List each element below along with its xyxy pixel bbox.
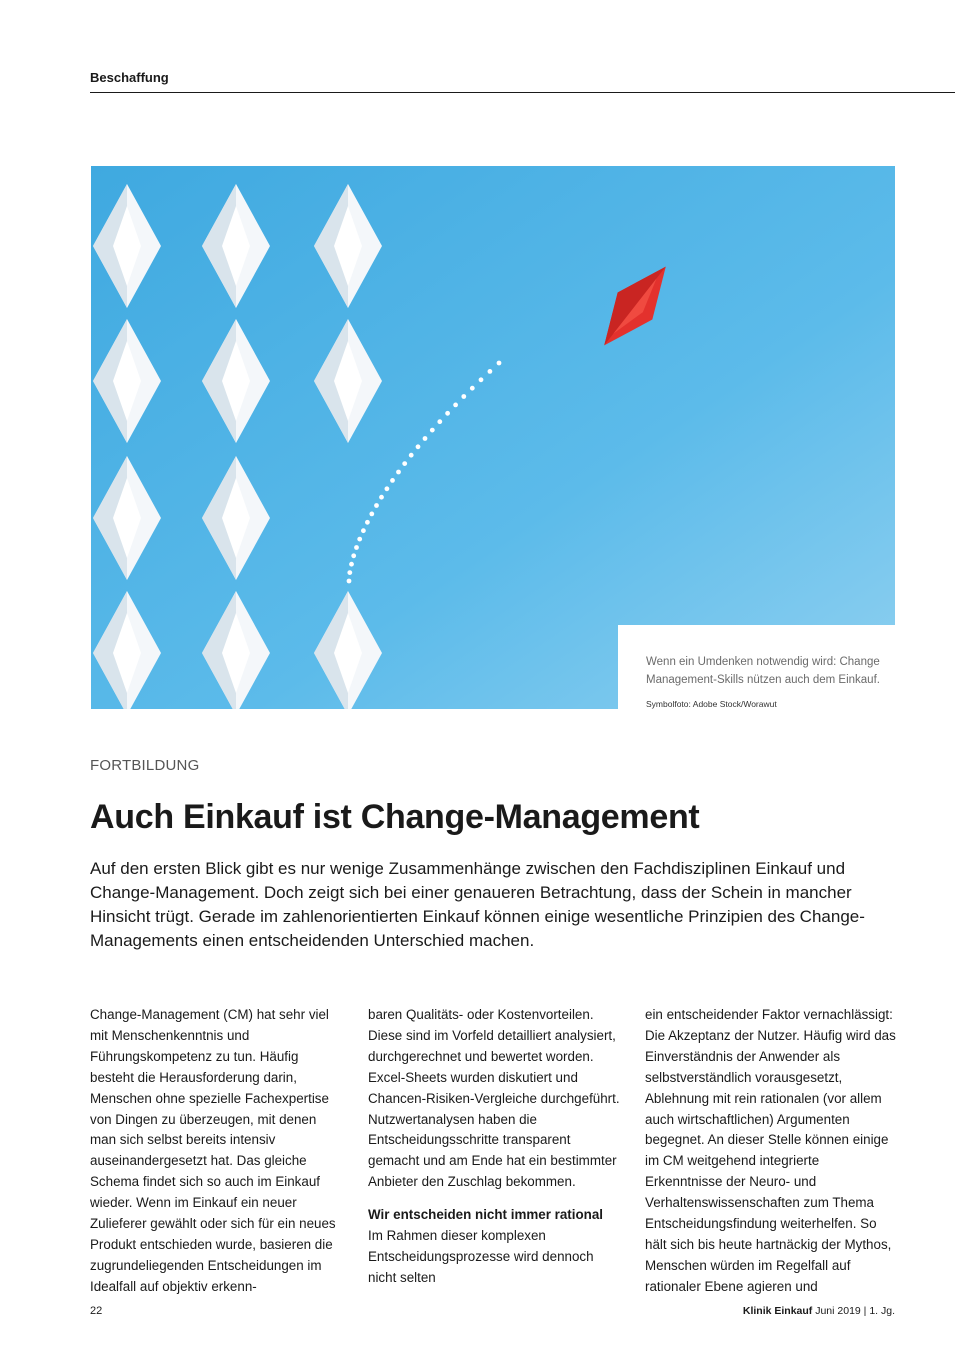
- trail-dot: [470, 386, 475, 391]
- trail-dot: [357, 537, 362, 542]
- trail-dot: [369, 512, 374, 517]
- article-lead: Auf den ersten Blick gibt es nur wenige Zusammenhänge zwischen den Fachdisziplinen Einkauf und Change-Management. Doch zeigt sich bei einer genaueren Betrachtung, dass der Schein in mancher Hinsicht trügt. Gerade im zahlenorientierten Einkauf können einige wesentliche Prinzipien des Change-Managements einen entscheidenden Unterschied machen.: [90, 859, 865, 950]
- trail-dot: [385, 486, 390, 491]
- paragraph: Change-Management (CM) hat sehr viel mit Menschenkenntnis und Führungskompetenz zu tun. Häufig besteht die Herausforderung darin, Menschen ohne spezielle Fachexpertise von Dingen zu überzeugen, mit denen man sich selbst bereits intensiv auseinandergesetzt hat. Das gleiche Schema findet sich so auch im Einkauf wieder. Wenn im Einkauf ein neuer Zulieferer gewählt oder sich für ein neues Produkt entschieden wurde, basieren die zugrundeliegenden Entscheidungen im Idealfall auf objektiv erkenn-: [90, 1007, 336, 1294]
- page-number: 22: [90, 1305, 103, 1317]
- trail-dot: [453, 403, 458, 408]
- paragraph: Im Rahmen dieser komplexen Entscheidungsprozesse wird dennoch nicht selten: [368, 1228, 594, 1285]
- trail-dot: [374, 503, 379, 508]
- trail-dot: [409, 453, 414, 458]
- article-column-1: [90, 1005, 342, 1298]
- trail-dot: [423, 436, 428, 441]
- trail-dot: [354, 545, 359, 550]
- trail-dot: [437, 419, 442, 424]
- trail-dot: [461, 394, 466, 399]
- trail-dot: [347, 579, 352, 584]
- trail-dot: [390, 478, 395, 483]
- image-caption: Wenn ein Umdenken notwendig wird: Change Management-Skills nützen auch dem Einkauf.: [646, 656, 880, 686]
- trail-dot: [445, 411, 450, 416]
- paragraph: baren Qualitäts- oder Kostenvorteilen. Diese sind im Vorfeld detailliert analysiert, durchgerechnet und bewertet worden. Excel-Sheets wurden diskutiert und Chancen-Risiken-Vergleiche durchgeführt. Nutzwertanalysen haben die Entscheidungsschritte transparent gemacht und am Ende hat ein bestimmter Anbieter den Zuschlag bekommen.: [368, 1007, 620, 1190]
- trail-dot: [430, 428, 435, 433]
- trail-dot: [361, 528, 366, 533]
- trail-dot: [349, 562, 354, 567]
- image-credit: Symbolfoto: Adobe Stock/Worawut: [646, 699, 777, 709]
- article-column-2: [368, 1005, 620, 1289]
- article-column-3: [645, 1005, 897, 1298]
- trail-dot: [479, 377, 484, 382]
- trail-dot: [379, 495, 384, 500]
- article-title: Auch Einkauf ist Change-Management: [90, 798, 700, 836]
- section-label: Beschaffung: [90, 70, 169, 85]
- trail-dot: [416, 444, 421, 449]
- subheading: Wir entscheiden nicht immer rational: [368, 1207, 604, 1223]
- paragraph: ein entscheidender Faktor vernachlässigt: Die Akzeptanz der Nutzer. Häufig wird das Einverständnis der Anwender als selbstverständlich vorausgesetzt, Ablehnung mit rein rationalen (vor allem auch wirtschaftlichen) Argumenten begegnet. An dieser Stelle können einige im CM weitgehend integrierte Erkenntnisse der Neuro- und Verhaltenswissenschaften zum Thema Entscheidungsfindung weiterhelfen. So hält sich bis heute hartnäckig der Mythos, Menschen würden im Regelfall auf rationaler Ebene agieren und: [645, 1007, 896, 1294]
- footer-date: Juni 2019 | 1. Jg.: [815, 1305, 895, 1317]
- header-rule: [90, 92, 955, 93]
- trail-dot: [365, 520, 370, 525]
- trail-dot: [402, 461, 407, 466]
- trail-dot: [497, 361, 502, 366]
- trail-dot: [396, 470, 401, 475]
- trail-dot: [488, 369, 493, 374]
- trail-dot: [351, 553, 356, 558]
- article-kicker: FORTBILDUNG: [90, 757, 200, 774]
- footer-brand: Klinik Einkauf: [742, 1305, 813, 1317]
- trail-dot: [347, 570, 352, 575]
- footer-issue: [743, 1305, 895, 1317]
